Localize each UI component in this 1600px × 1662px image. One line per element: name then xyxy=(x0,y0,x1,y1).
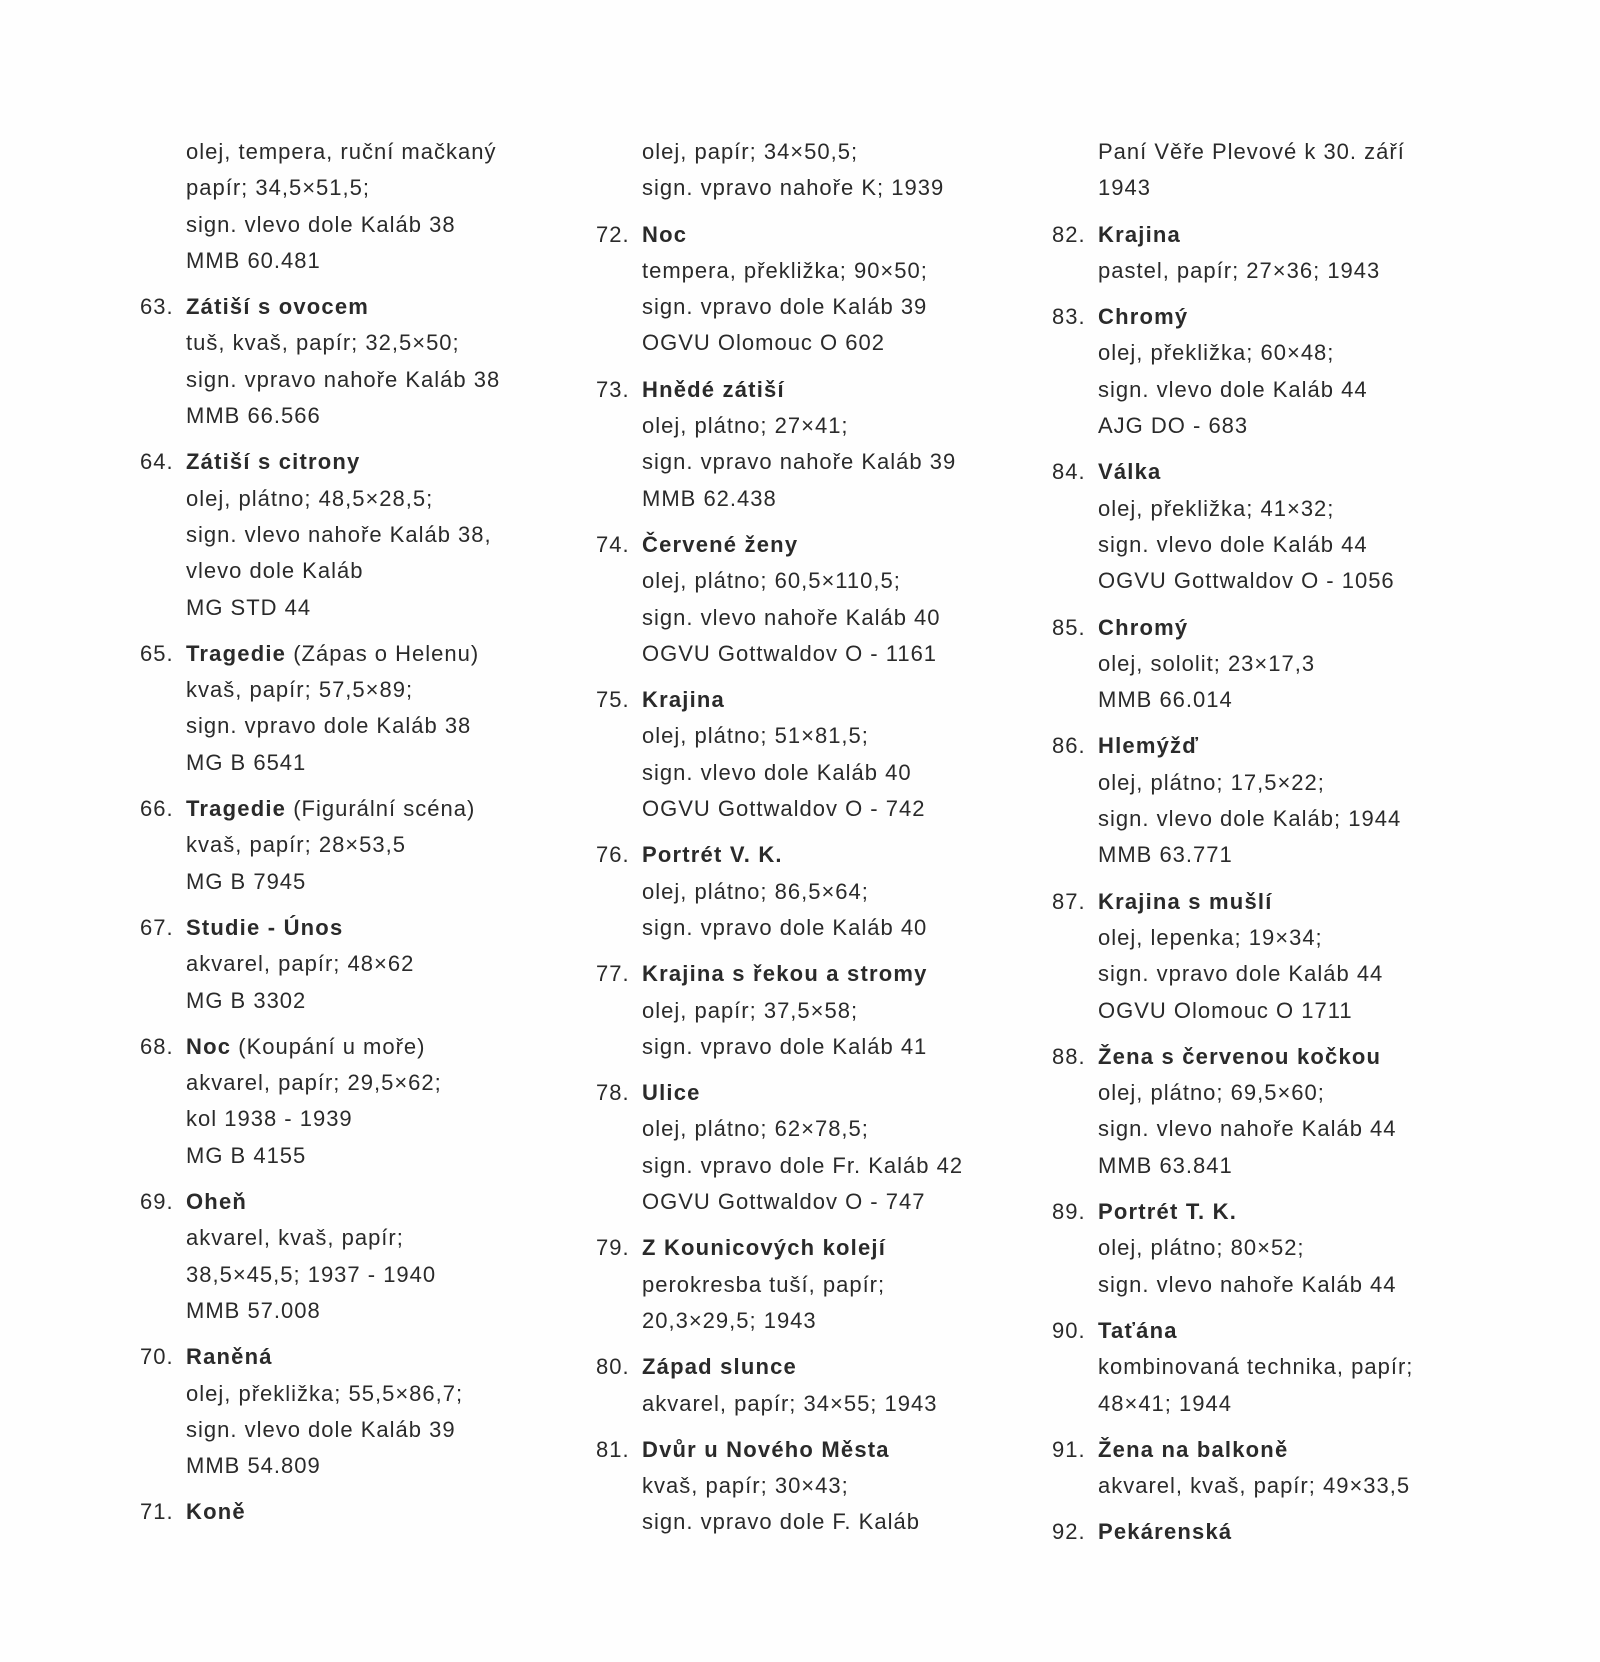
entry-detail-line: olej, plátno; 69,5×60; xyxy=(1098,1080,1325,1106)
entry-detail-line: sign. vpravo nahoře K; 1939 xyxy=(642,175,945,201)
entry-detail-line: vlevo dole Kaláb xyxy=(186,558,364,584)
entry-detail-line: sign. vpravo dole Kaláb 44 xyxy=(1098,961,1384,987)
catalog-entry xyxy=(1052,1313,1472,1422)
entry-number: 88. xyxy=(1052,1043,1086,1069)
entry-detail-line: olej, papír; 37,5×58; xyxy=(642,997,859,1023)
continued-entry xyxy=(1052,134,1472,207)
entry-title: Taťána xyxy=(1098,1317,1178,1343)
entry-number: 81. xyxy=(596,1436,630,1462)
entry-detail-line: OGVU Gottwaldov O - 747 xyxy=(642,1189,926,1215)
entry-detail-line: pastel, papír; 27×36; 1943 xyxy=(1098,257,1381,283)
entry-number: 64. xyxy=(140,449,174,475)
entry-detail-line: olej, plátno; 60,5×110,5; xyxy=(642,568,901,594)
entry-detail-line: papír; 34,5×51,5; xyxy=(186,175,370,201)
entry-detail-line: olej, plátno; 48,5×28,5; xyxy=(186,485,434,511)
catalog-entry xyxy=(596,372,1016,517)
entry-detail-line: sign. vlevo dole Kaláb 40 xyxy=(642,759,912,785)
entry-detail-line: kvaš, papír; 28×53,5 xyxy=(186,832,406,858)
entry-title: Tragedie xyxy=(186,640,287,666)
entry-detail-line: sign. vlevo nahoře Kaláb 38, xyxy=(186,521,492,547)
catalog-entry xyxy=(596,217,1016,362)
entry-detail-line: sign. vlevo nahoře Kaláb 44 xyxy=(1098,1271,1397,1297)
entry-detail-line: olej, plátno; 27×41; xyxy=(642,413,849,439)
entry-detail-line: kombinovaná technika, papír; xyxy=(1098,1354,1414,1380)
entry-title: Žena s červenou kočkou xyxy=(1098,1043,1382,1069)
entry-detail-line: kol 1938 - 1939 xyxy=(186,1106,353,1132)
entry-title: Ulice xyxy=(642,1080,701,1106)
entry-title: Studie - Únos xyxy=(186,914,344,940)
entry-title: Tragedie xyxy=(186,796,287,822)
entry-detail-line: olej, plátno; 51×81,5; xyxy=(642,723,869,749)
entry-detail-line: sign. vlevo dole Kaláb 38 xyxy=(186,211,456,237)
entry-number: 80. xyxy=(596,1354,630,1380)
entry-detail-line: 38,5×45,5; 1937 - 1940 xyxy=(186,1261,437,1287)
entry-title: Chromý xyxy=(1098,304,1189,330)
entry-detail-line: akvarel, papír; 48×62 xyxy=(186,951,415,977)
entry-title: Válka xyxy=(1098,459,1162,485)
entry-detail-line: olej, lepenka; 19×34; xyxy=(1098,924,1323,950)
catalog-entry xyxy=(596,1432,1016,1541)
entry-detail-line: sign. vpravo dole Kaláb 40 xyxy=(642,914,928,940)
entry-title: Krajina s mušlí xyxy=(1098,888,1273,914)
entry-number: 63. xyxy=(140,294,174,320)
entry-number: 78. xyxy=(596,1080,630,1106)
entry-title: Koně xyxy=(186,1499,246,1525)
entry-detail-line: MG B 6541 xyxy=(186,749,307,775)
entry-detail-line: MMB 66.014 xyxy=(1098,687,1233,713)
entry-detail-line: kvaš, papír; 57,5×89; xyxy=(186,677,414,703)
entry-title: Krajina xyxy=(1098,221,1181,247)
catalog-column-1 xyxy=(140,134,560,1541)
entry-detail-line: MG B 3302 xyxy=(186,987,307,1013)
catalog-column-2 xyxy=(596,134,1016,1551)
entry-title: Západ slunce xyxy=(642,1354,797,1380)
catalog-entry xyxy=(596,527,1016,672)
entry-detail-line: sign. vpravo dole Kaláb 41 xyxy=(642,1033,928,1059)
entry-title: Raněná xyxy=(186,1344,273,1370)
entry-detail-line: olej, papír; 34×50,5; xyxy=(642,139,859,164)
entry-detail-line: AJG DO - 683 xyxy=(1098,413,1249,439)
entry-detail-line: sign. vpravo dole Kaláb 39 xyxy=(642,294,928,320)
catalog-entry xyxy=(1052,884,1472,1029)
entry-title: Červené ženy xyxy=(642,531,799,557)
entry-detail-line: akvarel, kvaš, papír; xyxy=(186,1225,404,1251)
entry-detail-line: MMB 66.566 xyxy=(186,403,321,429)
entry-title: Krajina s řekou a stromy xyxy=(642,961,928,987)
catalog-column-3 xyxy=(1052,134,1472,1561)
entry-number: 84. xyxy=(1052,459,1086,485)
entry-detail-line: sign. vlevo dole Kaláb 44 xyxy=(1098,531,1368,557)
entry-title: Pekárenská xyxy=(1098,1519,1233,1545)
entry-title: Zátiší s ovocem xyxy=(186,294,370,320)
entry-detail-line: MMB 62.438 xyxy=(642,485,777,511)
entry-detail-line: OGVU Gottwaldov O - 1056 xyxy=(1098,568,1395,594)
entry-detail-line: akvarel, papír; 34×55; 1943 xyxy=(642,1390,938,1416)
entry-title: Zátiší s citrony xyxy=(186,449,361,475)
catalog-entry xyxy=(596,837,1016,946)
entry-detail-line: olej, překližka; 55,5×86,7; xyxy=(186,1380,464,1406)
entry-detail-line: MG B 4155 xyxy=(186,1142,307,1168)
catalog-entry xyxy=(1052,299,1472,444)
entry-number: 82. xyxy=(1052,221,1086,247)
entry-detail-line: olej, plátno; 17,5×22; xyxy=(1098,769,1325,795)
entry-detail-line: sign. vlevo dole Kaláb 39 xyxy=(186,1416,456,1442)
entry-title: Chromý xyxy=(1098,614,1189,640)
entry-detail-line: 20,3×29,5; 1943 xyxy=(642,1307,817,1333)
entry-detail-line: olej, plátno; 86,5×64; xyxy=(642,878,869,904)
catalog-entry xyxy=(596,682,1016,827)
entry-number: 68. xyxy=(140,1033,174,1059)
entry-title: Oheň xyxy=(186,1189,248,1215)
entry-number: 72. xyxy=(596,221,630,247)
entry-detail-line: olej, plátno; 80×52; xyxy=(1098,1235,1305,1261)
catalog-entry xyxy=(140,1184,560,1329)
entry-number: 76. xyxy=(596,842,630,868)
entry-detail-line: Paní Věře Plevové k 30. září xyxy=(1098,139,1405,164)
entry-number: 85. xyxy=(1052,614,1086,640)
entry-detail-line: olej, překližka; 41×32; xyxy=(1098,495,1335,521)
entry-detail-line: MG STD 44 xyxy=(186,594,312,620)
entry-detail-line: sign. vpravo dole Fr. Kaláb 42 xyxy=(642,1152,964,1178)
catalog-entry xyxy=(140,910,560,1019)
catalog-entry xyxy=(140,636,560,781)
entry-detail-line: akvarel, kvaš, papír; 49×33,5 xyxy=(1098,1473,1411,1499)
entry-number: 92. xyxy=(1052,1519,1086,1545)
entry-detail-line: olej, sololit; 23×17,3 xyxy=(1098,650,1316,676)
entry-number: 79. xyxy=(596,1235,630,1261)
entry-title: Krajina xyxy=(642,687,725,713)
entry-detail-line: sign. vpravo nahoře Kaláb 39 xyxy=(642,449,957,475)
entry-detail-line: MMB 63.771 xyxy=(1098,842,1233,868)
entry-detail-line: tuš, kvaš, papír; 32,5×50; xyxy=(186,330,460,356)
continued-entry xyxy=(140,134,560,279)
entry-number: 65. xyxy=(140,640,174,666)
entry-detail-line: sign. vlevo nahoře Kaláb 40 xyxy=(642,604,941,630)
entry-title: Hnědé zátiší xyxy=(642,376,785,402)
entry-subtitle: (Zápas o Helenu) xyxy=(293,640,480,666)
catalog-entry xyxy=(596,956,1016,1065)
catalog-entry xyxy=(1052,454,1472,599)
entry-number: 83. xyxy=(1052,304,1086,330)
entry-detail-line: tempera, překližka; 90×50; xyxy=(642,257,928,283)
entry-detail-line: akvarel, papír; 29,5×62; xyxy=(186,1070,442,1096)
entry-number: 66. xyxy=(140,796,174,822)
entry-detail-line: kvaš, papír; 30×43; xyxy=(642,1473,849,1499)
entry-title: Dvůr u Nového Města xyxy=(642,1436,890,1462)
entry-detail-line: sign. vpravo dole F. Kaláb xyxy=(642,1509,920,1535)
entry-number: 71. xyxy=(140,1499,174,1525)
entry-detail-line: perokresba tuší, papír; xyxy=(642,1271,886,1297)
catalog-entry xyxy=(140,1339,560,1484)
continued-entry xyxy=(596,134,1016,207)
catalog-entry xyxy=(596,1075,1016,1220)
entry-number: 89. xyxy=(1052,1199,1086,1225)
entry-number: 74. xyxy=(596,531,630,557)
catalog-entry xyxy=(1052,1432,1472,1505)
entry-subtitle: (Koupání u moře) xyxy=(238,1033,426,1059)
catalog-entry xyxy=(140,289,560,434)
catalog-entry xyxy=(1052,728,1472,873)
entry-number: 67. xyxy=(140,914,174,940)
entry-detail-line: MG B 7945 xyxy=(186,868,307,894)
entry-detail-line: OGVU Olomouc O 1711 xyxy=(1098,997,1353,1023)
entry-detail-line: olej, překližka; 60×48; xyxy=(1098,340,1335,366)
entry-number: 75. xyxy=(596,687,630,713)
entry-detail-line: 48×41; 1944 xyxy=(1098,1390,1232,1416)
entry-title: Portrét T. K. xyxy=(1098,1199,1238,1225)
entry-title: Portrét V. K. xyxy=(642,842,783,868)
entry-detail-line: OGVU Gottwaldov O - 742 xyxy=(642,796,926,822)
entry-title: Z Kounicových kolejí xyxy=(642,1235,887,1261)
catalog-entry xyxy=(1052,217,1472,290)
catalog-entry xyxy=(140,791,560,900)
entry-detail-line: sign. vpravo nahoře Kaláb 38 xyxy=(186,366,501,392)
entry-detail-line: olej, plátno; 62×78,5; xyxy=(642,1116,869,1142)
entry-detail-line: MMB 63.841 xyxy=(1098,1152,1233,1178)
catalog-entry xyxy=(140,444,560,625)
entry-title: Noc xyxy=(186,1033,232,1059)
entry-number: 87. xyxy=(1052,888,1086,914)
entry-detail-line: MMB 60.481 xyxy=(186,247,321,273)
entry-detail-line: OGVU Gottwaldov O - 1161 xyxy=(642,640,938,666)
catalog-entry xyxy=(596,1230,1016,1339)
catalog-entry xyxy=(1052,1514,1472,1550)
entry-title: Žena na balkoně xyxy=(1098,1436,1289,1462)
entry-number: 69. xyxy=(140,1189,174,1215)
catalog-entry xyxy=(1052,1039,1472,1184)
entry-number: 77. xyxy=(596,961,630,987)
catalog-entry xyxy=(140,1494,560,1530)
entry-number: 91. xyxy=(1052,1436,1086,1462)
entry-detail-line: 1943 xyxy=(1098,175,1151,201)
catalog-entry xyxy=(596,1349,1016,1422)
entry-detail-line: sign. vlevo dole Kaláb 44 xyxy=(1098,376,1368,402)
entry-detail-line: olej, tempera, ruční mačkaný xyxy=(186,139,497,164)
entry-detail-line: OGVU Olomouc O 602 xyxy=(642,330,885,356)
entry-number: 90. xyxy=(1052,1317,1086,1343)
entry-detail-line: sign. vlevo nahoře Kaláb 44 xyxy=(1098,1116,1397,1142)
entry-detail-line: sign. vpravo dole Kaláb 38 xyxy=(186,713,472,739)
catalog-entry xyxy=(1052,610,1472,719)
entry-title: Hlemýžď xyxy=(1098,733,1200,759)
catalog-entry xyxy=(140,1029,560,1174)
entry-subtitle: (Figurální scéna) xyxy=(293,796,476,822)
entry-detail-line: MMB 57.008 xyxy=(186,1297,321,1323)
entry-title: Noc xyxy=(642,221,688,247)
entry-detail-line: sign. vlevo dole Kaláb; 1944 xyxy=(1098,806,1402,832)
entry-number: 70. xyxy=(140,1344,174,1370)
entry-detail-line: MMB 54.809 xyxy=(186,1453,321,1479)
catalog-entry xyxy=(1052,1194,1472,1303)
entry-number: 86. xyxy=(1052,733,1086,759)
entry-number: 73. xyxy=(596,376,630,402)
